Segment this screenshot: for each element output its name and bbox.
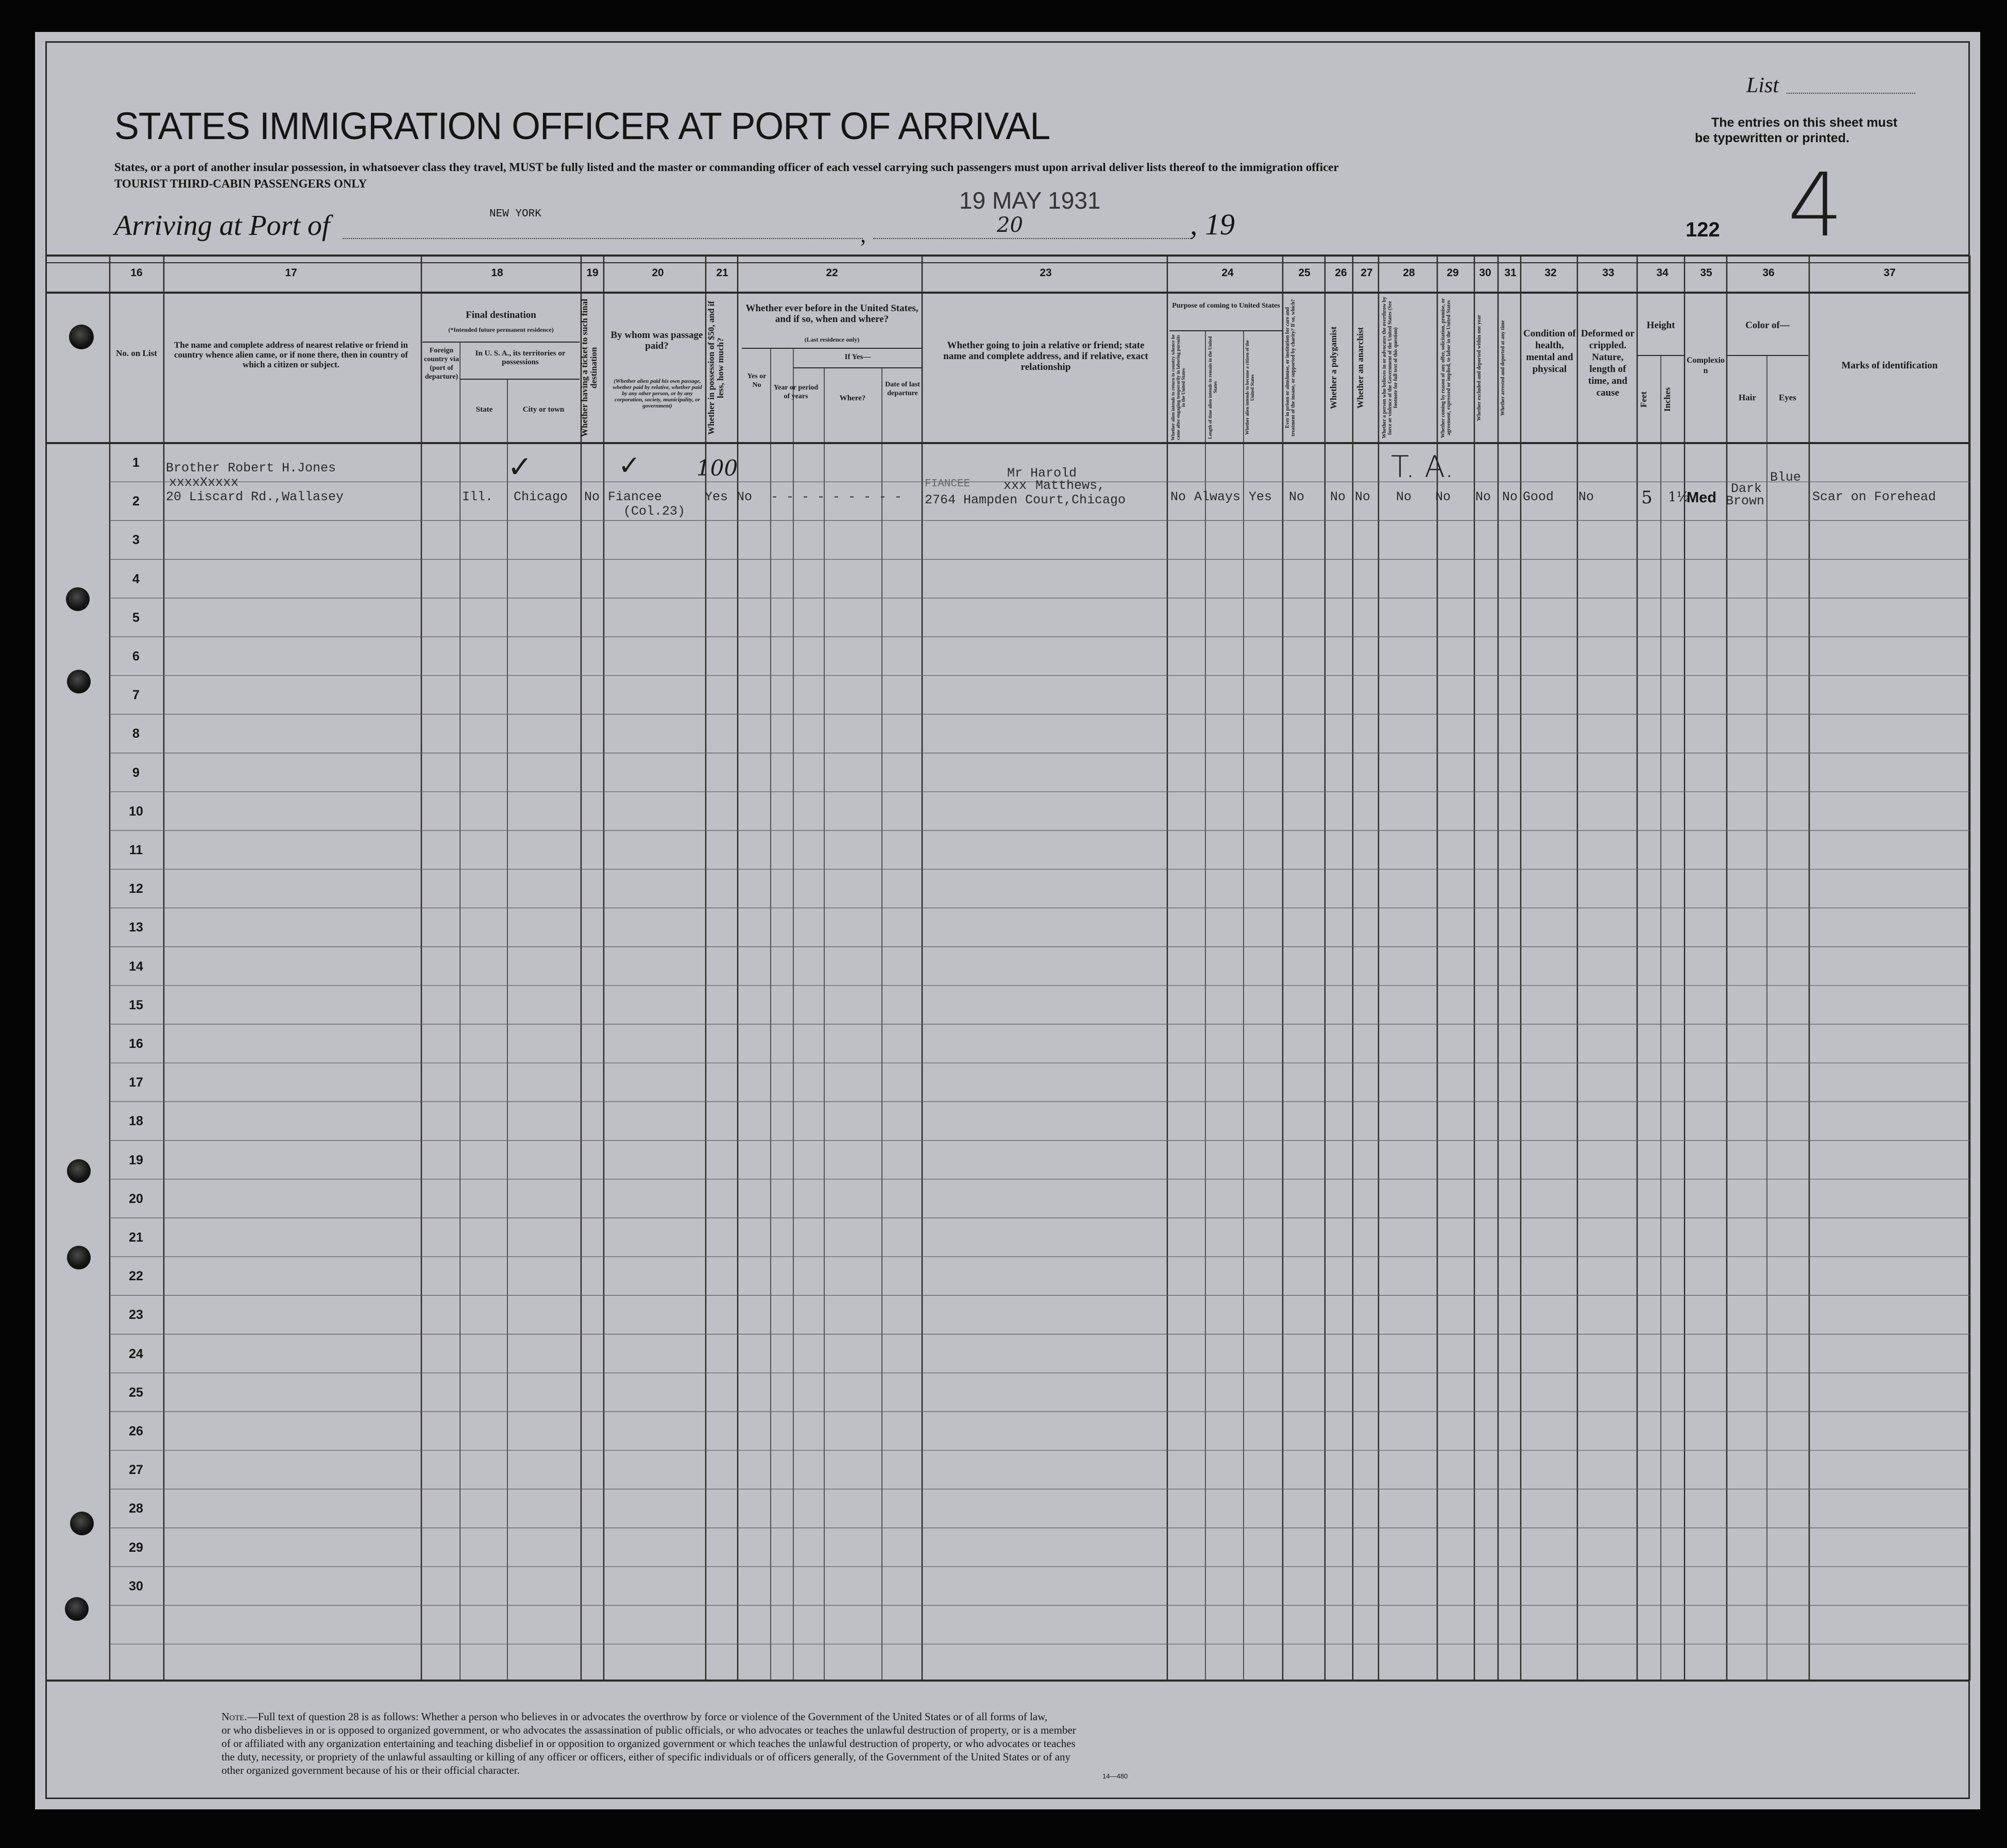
q28-handwritten: T. A. — [1391, 449, 1454, 484]
col-num-37: 37 — [1883, 267, 1896, 279]
row-number: 1 — [132, 455, 140, 470]
col-num-26: 26 — [1335, 267, 1347, 279]
header-health: Condition of health, mental and physical — [1523, 328, 1576, 375]
header-q30: Whether excluded and deported within one year — [1476, 315, 1482, 421]
header-purpose-a: Whether alien intends to return to country whence he came after engaging temporarily in laboring pursuits in the United States — [1170, 334, 1186, 440]
col-num-35: 35 — [1700, 267, 1712, 279]
row-number: 29 — [129, 1540, 143, 1555]
q31-value: No — [1502, 489, 1518, 504]
col-num-16: 16 — [130, 267, 143, 279]
eyes-value: Blue — [1770, 470, 1801, 485]
comma-mark: , — [860, 222, 866, 247]
join-xxx: xxx — [1004, 478, 1027, 493]
header-purpose: Purpose of coming to United States — [1172, 302, 1280, 310]
header-polygamist: Whether a polygamist — [1329, 326, 1338, 410]
row-number: 5 — [132, 610, 140, 625]
class-note: TOURIST THIRD-CABIN PASSENGERS ONLY — [114, 177, 367, 190]
col-num-29: 29 — [1447, 267, 1459, 279]
footnote-line-3: of or affiliated with any organization entertaining and teaching disbelief in or opposition to organized government or which teaches the unlawful destruction of property, or who advocates or teaches — [222, 1737, 1076, 1750]
row-number: 7 — [132, 688, 140, 703]
instructions-line-2: be typewritten or printed. — [1695, 131, 1850, 145]
row-number: 9 — [132, 765, 140, 780]
header-prison: Ever in prison or almshouse, or institution for care and treatment of the insane, or supported by charity? If so, which? — [1285, 299, 1296, 437]
header-purpose-c: Whether alien intends to become a citizen of the United States — [1245, 340, 1255, 435]
header-before-in-us: Whether ever before in the United States, and if so, when and where? — [745, 303, 919, 325]
header-q28: Whether a person who believes in or advocates the overthrow by force or violence of the Government of the United States (See footnote for full text of this question) — [1382, 297, 1399, 439]
col-num-36: 36 — [1762, 267, 1775, 279]
footnote-line-1 — [222, 1710, 1047, 1723]
col-num-28: 28 — [1403, 267, 1415, 279]
year-label: , 19 — [1190, 208, 1235, 241]
row-number: 12 — [129, 881, 143, 896]
row-number: 20 — [129, 1191, 143, 1206]
deformed-value: No — [1578, 489, 1594, 504]
col-num-18: 18 — [491, 267, 503, 279]
header-final-destination-note: (*Intended future permanent residence) — [448, 326, 554, 333]
header-inches: Inches — [1662, 387, 1672, 412]
row-number: 24 — [129, 1346, 143, 1361]
join-surname: Matthews, — [1035, 478, 1105, 493]
header-anarchist: Whether an anarchist — [1355, 327, 1365, 409]
col-num-27: 27 — [1360, 267, 1373, 279]
before-dashes: - - - - - - - - - — [771, 489, 903, 504]
passage-paid-note: (Col.23) — [623, 504, 686, 519]
prison-value: No — [1289, 489, 1305, 504]
destination-state: Ill. — [462, 489, 494, 504]
row-number: 19 — [129, 1152, 143, 1167]
row-number: 8 — [132, 726, 140, 741]
row-number: 16 — [129, 1037, 143, 1051]
row-number: 26 — [129, 1424, 143, 1438]
header-nearest-relative: The name and complete address of nearest relative or friend in country whence alien came, or if none there, then in country of which a citizen or subject. — [174, 340, 409, 369]
header-period: Year or period of years — [773, 384, 819, 400]
hair-value-line1: Dark — [1731, 481, 1762, 496]
join-name: Mr Harold — [1007, 466, 1077, 481]
header-ticket: Whether having a ticket to such final destination — [580, 299, 599, 437]
relative-address: 20 Liscard Rd.,Wallasey — [166, 489, 344, 504]
hair-value-line2: Brown — [1726, 494, 1765, 508]
header-height: Height — [1646, 320, 1675, 331]
q30-value: No — [1475, 489, 1491, 504]
handwritten-date: 20 — [997, 213, 1023, 237]
col-num-34: 34 — [1656, 267, 1669, 279]
join-prefix: FIANCEE — [925, 478, 971, 490]
inches-value: 1½ — [1668, 489, 1690, 505]
header-fifty-dollars: Whether in possession of $50, and if less, how much? — [706, 301, 725, 435]
col-num-30: 30 — [1479, 267, 1491, 279]
col-num-24: 24 — [1221, 267, 1234, 279]
col-num-32: 32 — [1544, 267, 1557, 279]
header-before-note: (Last residence only) — [804, 336, 860, 343]
row-number: 18 — [129, 1114, 143, 1129]
row-number: 15 — [129, 997, 143, 1012]
become-citizen-value: Yes — [1249, 489, 1272, 504]
row-number: 4 — [132, 571, 140, 586]
header-join-relative: Whether going to join a relative or friend; state name and complete address, and if relative, exact relationship — [943, 340, 1148, 372]
row-number: 3 — [132, 533, 140, 548]
instructions-line-1: The entries on this sheet must — [1711, 115, 1898, 130]
sheet-number: 4 — [1788, 155, 1844, 257]
polygamist-value: No — [1330, 489, 1346, 504]
join-address: 2764 Hampden Court,Chicago — [925, 493, 1126, 507]
relative-name: Brother Robert H.Jones — [166, 461, 336, 476]
form-code: 14—480 — [1102, 1772, 1128, 1780]
header-passage-paid: By whom was passage paid? — [610, 330, 703, 351]
row-number: 22 — [129, 1269, 143, 1284]
header-feet: Feet — [1639, 391, 1648, 408]
row-number: 17 — [129, 1075, 143, 1090]
col-num-22: 22 — [826, 267, 838, 279]
subtitle: States, or a port of another insular possession, in whatsoever class they travel, MUST be fully listed and the master or commanding officer of each vessel carrying such passengers must upon arrival deliver lists thereof to the immigration officer — [114, 161, 1339, 174]
header-state: State — [475, 405, 493, 414]
header-city: City or town — [522, 405, 565, 414]
header-purpose-b: Length of time alien intends to remain in the United States — [1207, 336, 1218, 439]
row-number: 10 — [129, 804, 143, 819]
before-no-value: No — [737, 489, 753, 504]
check-mark-icon: ✓ — [507, 449, 533, 484]
col-num-33: 33 — [1602, 267, 1614, 279]
header-passage-note: (Whether alien paid his own passage, whether paid by relative, whether paid by any other person, or by any corporation, society, municipality, or government) — [613, 378, 702, 409]
header-color: Color of— — [1745, 320, 1790, 331]
q29-value: No — [1435, 489, 1451, 504]
money-value: 100 — [696, 455, 738, 481]
header-no-on-list: No. on List — [116, 348, 157, 358]
header-where: Where? — [839, 394, 866, 402]
col-num-19: 19 — [586, 267, 599, 279]
footnote-text-1: —Full text of question 28 is as follows: Whether a person who believes in or advocates the overthrow by force or violence of the Government of the United States or of all forms of law, — [247, 1710, 1048, 1723]
feet-value: 5 — [1641, 487, 1653, 508]
header-last-departure: Date of last departure — [885, 381, 920, 397]
marks-value: Scar on Forehead — [1812, 489, 1936, 504]
header-hair: Hair — [1739, 393, 1756, 402]
col-num-21: 21 — [716, 267, 728, 279]
destination-city: Chicago — [514, 489, 568, 504]
row-number: 11 — [129, 843, 143, 857]
col-num-31: 31 — [1504, 267, 1517, 279]
header-deformed: Deformed or crippled. Nature, length of time, and cause — [1581, 328, 1635, 398]
header-final-destination: Final destination — [466, 310, 536, 320]
check-mark-icon: ✓ — [618, 450, 641, 481]
row-number: 28 — [129, 1501, 143, 1516]
list-label: List — [1746, 74, 1779, 97]
header-eyes: Eyes — [1779, 393, 1796, 402]
col-num-20: 20 — [652, 267, 664, 279]
row-number: 30 — [129, 1579, 143, 1593]
row-number: 27 — [129, 1463, 143, 1478]
header-before-yesno: Yes or No — [747, 372, 767, 389]
header-in-usa: In U. S. A., its territories or possessions — [475, 349, 566, 366]
footnote-label: Note. — [222, 1710, 247, 1723]
row-number: 6 — [132, 649, 140, 664]
row-number: 21 — [129, 1230, 143, 1245]
footnote-line-5: other organized government because of his or their official character. — [222, 1764, 520, 1776]
header-q31: Whether arrested and deported at any time — [1500, 320, 1506, 416]
header-marks: Marks of identification — [1841, 360, 1938, 371]
header-if-yes: If Yes— — [844, 353, 871, 361]
row-number: 23 — [129, 1308, 143, 1323]
return-country-value: No — [1170, 489, 1186, 504]
length-of-stay-value: Always — [1194, 489, 1241, 504]
row-number: 2 — [132, 494, 140, 509]
col-num-23: 23 — [1040, 267, 1052, 279]
page-title: STATES IMMIGRATION OFFICER AT PORT OF ARRIVAL — [114, 105, 1050, 147]
relative-struck: xxxxXxxxx — [169, 475, 239, 490]
header-foreign-country: Foreign country via (port of departure) — [423, 347, 460, 381]
passage-paid-value: Fiancee — [608, 489, 662, 504]
footnote-line-4: the duty, necessity, or propriety of the unlawful assaulting or killing of any officer or officers, either of specific individuals or of officers generally, of the Government of the United States or of any — [222, 1751, 1071, 1763]
col-num-17: 17 — [285, 267, 297, 279]
row-number: 14 — [129, 959, 143, 974]
port-name: NEW YORK — [489, 208, 541, 220]
before-in-us-value: Yes — [705, 489, 728, 504]
header-complexion: Complexion — [1687, 356, 1725, 375]
complexion-value: Med — [1687, 489, 1716, 506]
ticket-value: No — [584, 489, 600, 504]
col-num-25: 25 — [1298, 267, 1311, 279]
arriving-label: Arriving at Port of — [114, 210, 330, 242]
header-q29: Whether coming by reason of any offer, solicitation, promise, or agreement, expressed or implied, to labor in the United States — [1440, 298, 1452, 438]
row-number: 13 — [129, 920, 143, 935]
q28-value: No — [1396, 489, 1412, 504]
row-number: 25 — [129, 1385, 143, 1400]
health-value: Good — [1523, 489, 1554, 504]
form-number: 122 — [1686, 218, 1720, 241]
anarchist-value: No — [1355, 489, 1371, 504]
footnote-line-2: or who disbelieves in or is opposed to organized government, or who advocates the assassination of public officials, or who advocates or teaches the unlawful destruction of property, or is a member — [222, 1724, 1076, 1736]
date-stamp: 19 MAY 1931 — [959, 187, 1101, 214]
